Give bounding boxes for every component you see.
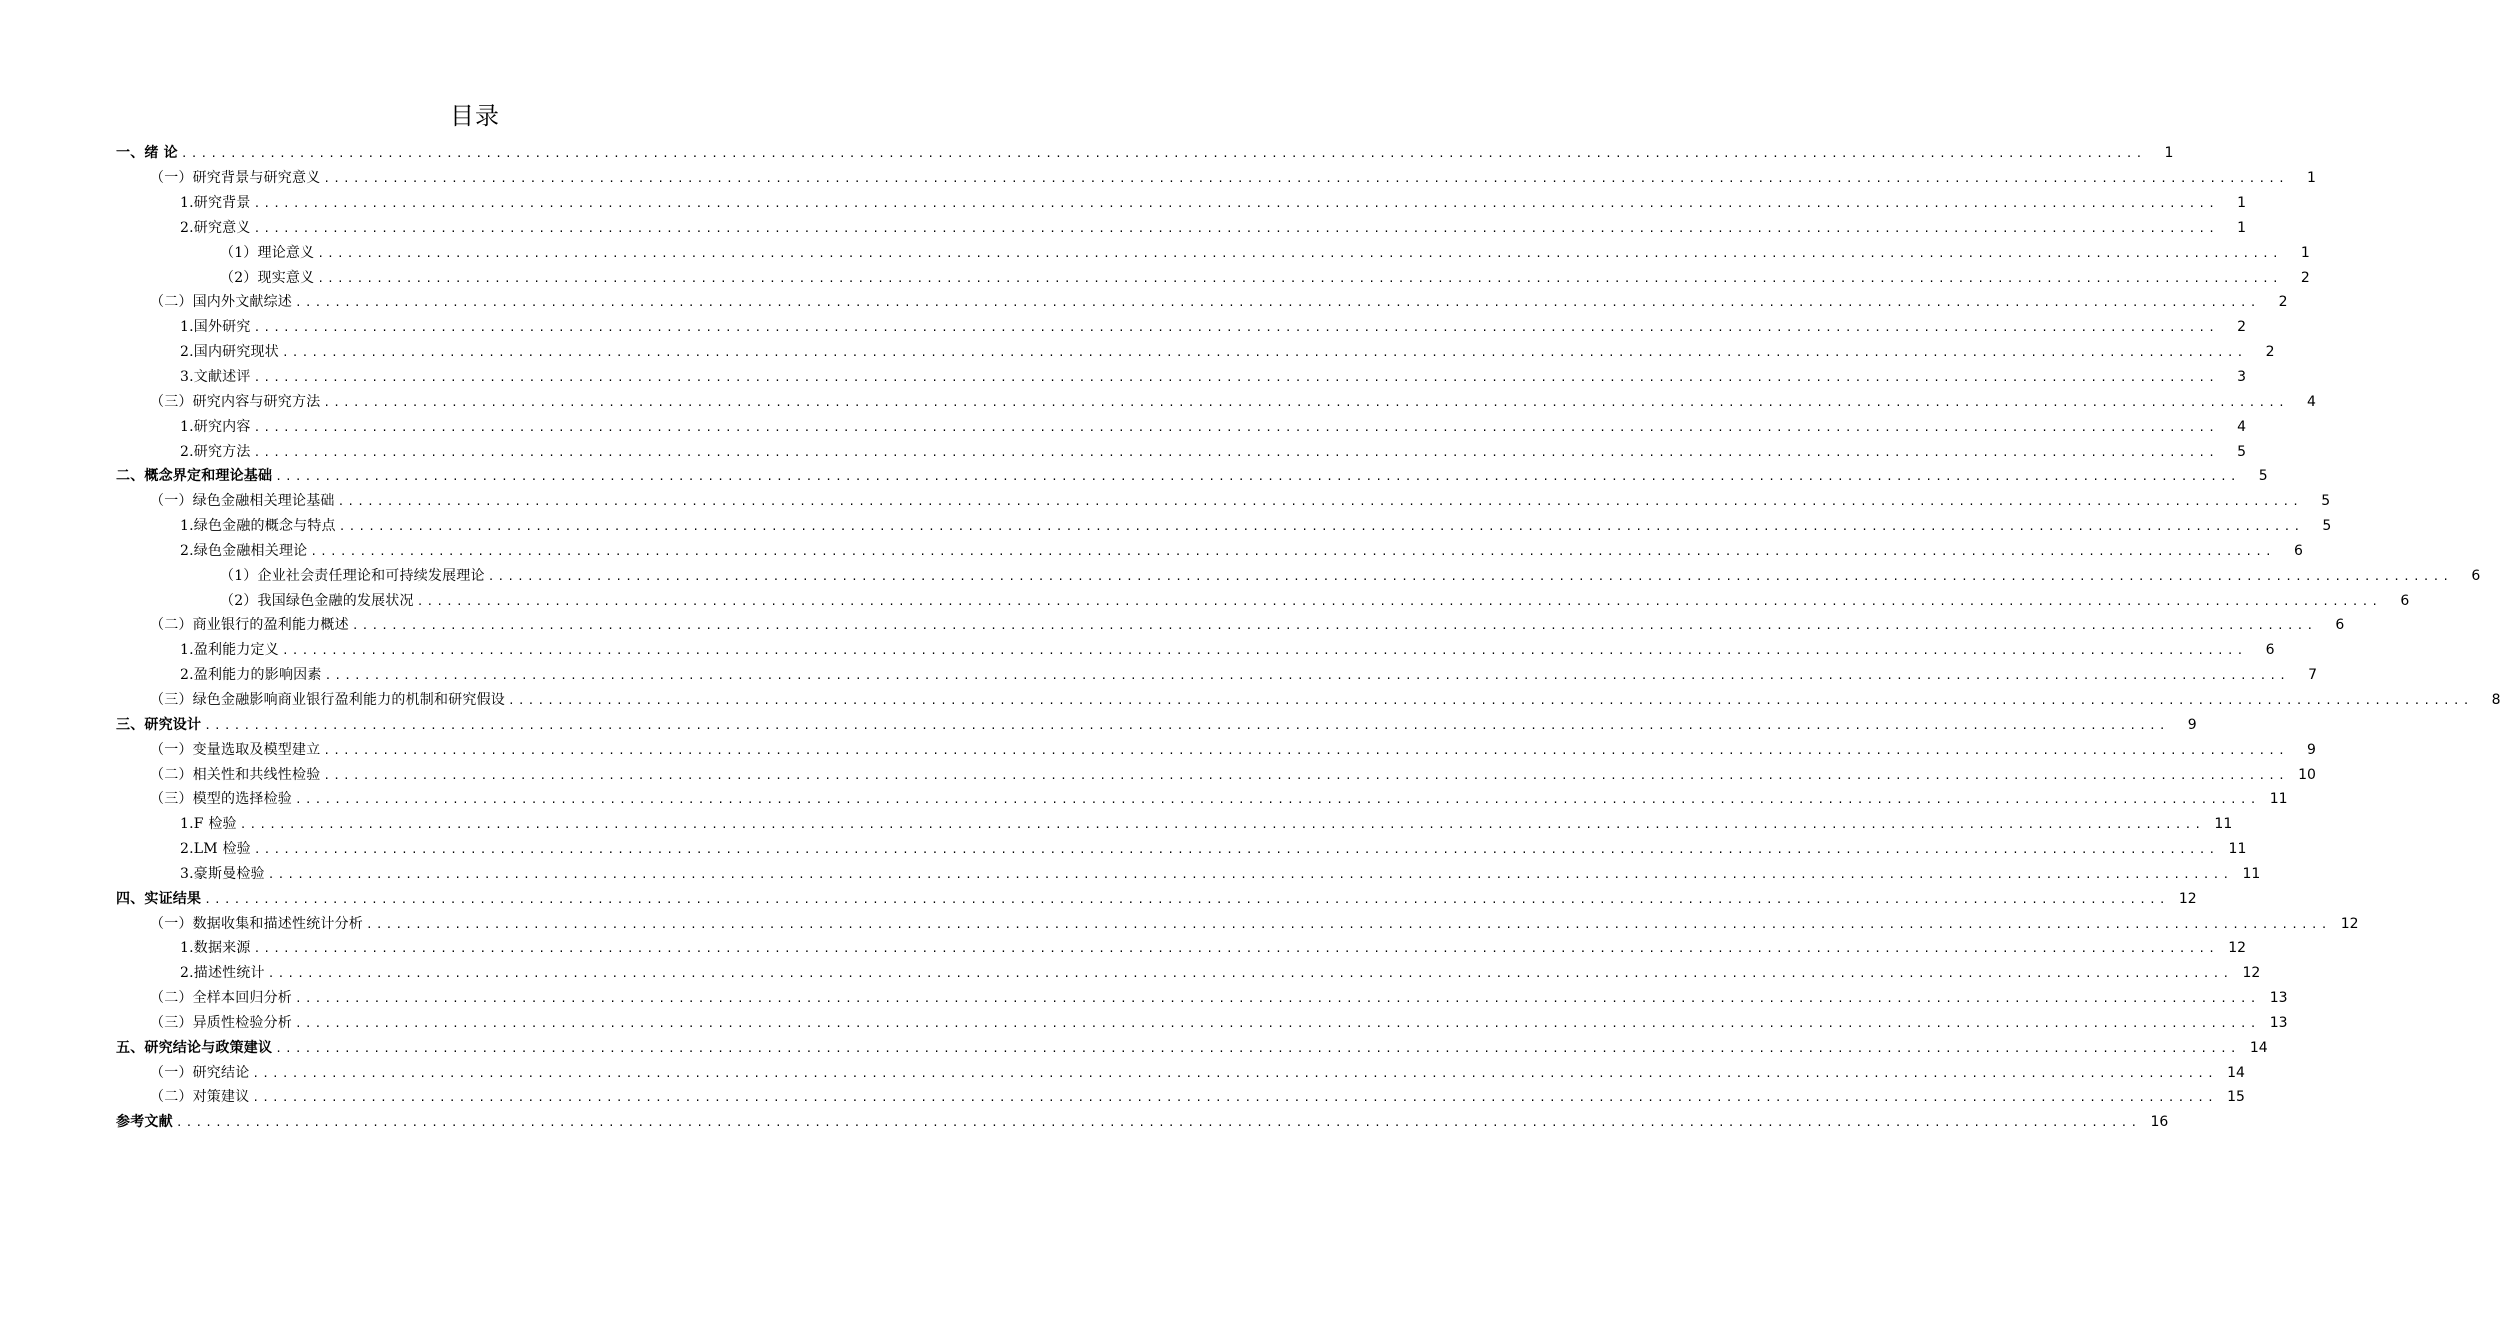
toc-leader-dots: ........................................................................................................................................................................................................	[275, 1041, 2240, 1055]
toc-leader-dots: ........................................................................................................................................................................................................	[253, 221, 2219, 235]
toc-entry-page-number: 4	[2237, 418, 2247, 435]
toc-entry-label: 一、绪 论	[116, 145, 178, 162]
toc-entry-label: （1）企业社会责任理论和可持续发展理论	[220, 567, 485, 584]
toc-entry-label: （2）现实意义	[220, 269, 315, 286]
toc-entry[interactable]	[0, 961, 2261, 986]
toc-entry[interactable]	[0, 712, 2197, 737]
toc-entry-label: 2.LM 检验	[180, 841, 251, 858]
toc-entry-page-number: 1	[2307, 170, 2316, 187]
toc-leader-dots: ........................................................................................................................................................................................................	[295, 793, 2260, 807]
toc-entry-page-number: 6	[2293, 542, 2303, 559]
toc-entry-label: （二）商业银行的盈利能力概述	[150, 617, 349, 634]
toc-leader-dots: ........................................................................................................................................................................................................	[317, 271, 2282, 285]
toc-entry[interactable]	[0, 489, 2331, 514]
toc-entry-label: （二）国内外文献综述	[150, 294, 292, 311]
toc-entry-label: 2.绿色金融相关理论	[180, 542, 308, 559]
toc-entry-label: 参考文献	[116, 1114, 173, 1131]
toc-leader-dots: ........................................................................................................................................................................................................	[180, 147, 2146, 161]
toc-entry[interactable]	[0, 563, 2481, 588]
toc-entry[interactable]	[0, 737, 2316, 762]
toc-entry-label: （三）研究内容与研究方法	[150, 393, 321, 410]
toc-entry-label: 四、实证结果	[116, 890, 202, 907]
toc-leader-dots: ........................................................................................................................................................................................................	[239, 818, 2205, 832]
toc-entry-page-number: 9	[2307, 741, 2316, 758]
toc-entry-page-number: 1	[2164, 145, 2174, 162]
toc-entry-page-number: 15	[2227, 1089, 2245, 1106]
toc-entry-page-number: 5	[2322, 518, 2332, 535]
toc-entry-page-number: 11	[2214, 816, 2233, 833]
toc-leader-dots: ........................................................................................................................................................................................................	[295, 296, 2260, 310]
toc-entry-page-number: 3	[2237, 369, 2247, 386]
toc-entry[interactable]	[0, 837, 2247, 862]
toc-entry[interactable]	[0, 588, 2410, 613]
toc-entry[interactable]	[0, 936, 2247, 961]
toc-entry-label: （一）研究结论	[150, 1064, 250, 1081]
toc-leader-dots: ........................................................................................................................................................................................................	[323, 768, 2288, 782]
toc-leader-dots: ........................................................................................................................................................................................................	[310, 544, 2275, 558]
toc-leader-dots: ........................................................................................................................................................................................................	[275, 470, 2240, 484]
toc-leader-dots: ........................................................................................................................................................................................................	[252, 1066, 2217, 1080]
toc-entry-page-number: 16	[2150, 1114, 2169, 1131]
toc-entry-label: （二）相关性和共线性检验	[150, 766, 321, 783]
toc-leader-dots: ........................................................................................................................................................................................................	[253, 371, 2219, 385]
toc-entry[interactable]	[0, 539, 2303, 564]
toc-entry-page-number: 2	[2265, 344, 2275, 361]
toc-entry-page-number: 2	[2300, 269, 2310, 286]
toc-entry-page-number: 11	[2228, 841, 2247, 858]
toc-entry[interactable]	[0, 414, 2247, 439]
toc-leader-dots: ........................................................................................................................................................................................................	[323, 395, 2288, 409]
toc-leader-dots: ........................................................................................................................................................................................................	[281, 644, 2247, 658]
toc-entry-page-number: 12	[2242, 965, 2261, 982]
toc-entry-label: （1）理论意义	[220, 244, 315, 261]
toc-entry[interactable]	[0, 464, 2268, 489]
toc-entry-label: 2.研究方法	[180, 443, 251, 460]
toc-entry-label: （一）绿色金融相关理论基础	[150, 493, 335, 510]
toc-leader-dots: ........................................................................................................................................................................................................	[338, 520, 2304, 534]
toc-entry[interactable]	[0, 861, 2261, 886]
toc-entry-label: 1.数据来源	[180, 940, 251, 957]
toc-entry[interactable]	[0, 1011, 2288, 1036]
toc-entry[interactable]	[0, 1085, 2245, 1110]
toc-entry-page-number: 12	[2178, 890, 2197, 907]
toc-entry-page-number: 2	[2237, 319, 2247, 336]
page-title: 目录	[450, 102, 500, 130]
toc-entry-page-number: 8	[2491, 691, 2501, 708]
toc-entry-page-number: 1	[2300, 244, 2310, 261]
toc-entry-page-number: 10	[2298, 766, 2316, 783]
toc-entry-page-number: 5	[2258, 468, 2268, 485]
toc-entry-page-number: 14	[2227, 1064, 2245, 1081]
toc-entry[interactable]	[0, 315, 2247, 340]
toc-entry-page-number: 11	[2242, 865, 2261, 882]
toc-entry-page-number: 5	[2321, 493, 2331, 510]
toc-entry[interactable]	[0, 1110, 2169, 1135]
toc-leader-dots: ........................................................................................................................................................................................................	[281, 346, 2247, 360]
toc-entry[interactable]	[0, 911, 2359, 936]
toc-entry-page-number: 12	[2228, 940, 2247, 957]
toc-entry[interactable]	[0, 1035, 2268, 1060]
toc-entry-label: 2.国内研究现状	[180, 344, 279, 361]
toc-leader-dots: ........................................................................................................................................................................................................	[351, 619, 2317, 633]
toc-leader-dots: ........................................................................................................................................................................................................	[267, 867, 2233, 881]
toc-entry-label: （三）模型的选择检验	[150, 791, 292, 808]
toc-entry[interactable]	[0, 787, 2288, 812]
toc-leader-dots: ........................................................................................................................................................................................................	[204, 892, 2169, 906]
toc-entry[interactable]	[0, 141, 2174, 166]
toc-entry-page-number: 1	[2237, 195, 2247, 212]
toc-entry[interactable]	[0, 812, 2233, 837]
toc-leader-dots: ........................................................................................................................................................................................................	[487, 569, 2453, 583]
toc-entry-page-number: 2	[2278, 294, 2288, 311]
toc-entry[interactable]	[0, 191, 2247, 216]
toc-leader-dots: ........................................................................................................................................................................................................	[253, 942, 2219, 956]
toc-entry-label: （2）我国绿色金融的发展状况	[220, 592, 414, 609]
toc-entry-label: （二）对策建议	[150, 1089, 250, 1106]
toc-entry-label: （一）研究背景与研究意义	[150, 170, 321, 187]
toc-entry[interactable]	[0, 389, 2316, 414]
toc-entry-label: （二）全样本回归分析	[150, 990, 292, 1007]
toc-entry-page-number: 6	[2265, 642, 2275, 659]
toc-entry[interactable]	[0, 439, 2247, 464]
toc-entry[interactable]	[0, 216, 2247, 241]
toc-entry-label: （三）绿色金融影响商业银行盈利能力的机制和研究假设	[150, 691, 505, 708]
toc-leader-dots: ........................................................................................................................................................................................................	[508, 693, 2473, 707]
toc-leader-dots: ........................................................................................................................................................................................................	[324, 669, 2290, 683]
toc-leader-dots: ........................................................................................................................................................................................................	[295, 1016, 2260, 1030]
toc-entry[interactable]	[0, 166, 2316, 191]
toc-entry-label: 2.盈利能力的影响因素	[180, 667, 322, 684]
toc-entry-page-number: 13	[2269, 990, 2288, 1007]
toc-leader-dots: ........................................................................................................................................................................................................	[366, 917, 2331, 931]
toc-entry-page-number: 6	[2471, 567, 2481, 584]
toc-entry[interactable]	[0, 365, 2247, 390]
toc-leader-dots: ........................................................................................................................................................................................................	[267, 967, 2233, 981]
toc-entry[interactable]	[0, 340, 2275, 365]
toc-entry-label: 1.绿色金融的概念与特点	[180, 518, 336, 535]
toc-entry-page-number: 9	[2187, 716, 2197, 733]
toc-entry-page-number: 6	[2335, 617, 2345, 634]
toc-entry-label: 3.文献述评	[180, 369, 251, 386]
toc-entry[interactable]	[0, 240, 2310, 265]
toc-entry-label: （三）异质性检验分析	[150, 1014, 292, 1031]
toc-entry[interactable]	[0, 762, 2316, 787]
toc-entry-label: 三、研究设计	[116, 716, 202, 733]
toc-leader-dots: ........................................................................................................................................................................................................	[253, 420, 2219, 434]
toc-entry-label: 二、概念界定和理论基础	[116, 468, 273, 485]
toc-entry-label: 1.国外研究	[180, 319, 251, 336]
toc-entry[interactable]	[0, 663, 2318, 688]
toc-entry[interactable]	[0, 265, 2310, 290]
toc-leader-dots: ........................................................................................................................................................................................................	[253, 197, 2219, 211]
toc-entry-page-number: 6	[2400, 592, 2410, 609]
toc-entry-page-number: 4	[2307, 393, 2316, 410]
toc-entry-label: 2.描述性统计	[180, 965, 265, 982]
toc-entry-label: 1.F 检验	[180, 816, 237, 833]
toc-entry-page-number: 13	[2269, 1014, 2288, 1031]
toc-entry-page-number: 1	[2237, 219, 2247, 236]
toc-leader-dots: ........................................................................................................................................................................................................	[295, 992, 2260, 1006]
toc-entry[interactable]	[0, 886, 2197, 911]
toc-leader-dots: ........................................................................................................................................................................................................	[416, 594, 2382, 608]
toc-leader-dots: ........................................................................................................................................................................................................	[337, 495, 2303, 509]
toc-leader-dots: ........................................................................................................................................................................................................	[253, 843, 2219, 857]
toc-entry-page-number: 5	[2237, 443, 2247, 460]
toc-entry-label: （一）变量选取及模型建立	[150, 741, 321, 758]
toc-entry-label: 2.研究意义	[180, 219, 251, 236]
toc-entry-label: （一）数据收集和描述性统计分析	[150, 915, 363, 932]
toc-entry-label: 1.盈利能力定义	[180, 642, 279, 659]
toc-entry-page-number: 7	[2308, 667, 2318, 684]
toc-leader-dots: ........................................................................................................................................................................................................	[253, 445, 2219, 459]
toc-leader-dots: ........................................................................................................................................................................................................	[175, 1116, 2141, 1130]
toc-leader-dots: ........................................................................................................................................................................................................	[323, 743, 2288, 757]
toc-leader-dots: ........................................................................................................................................................................................................	[317, 246, 2282, 260]
toc-entry[interactable]	[0, 986, 2288, 1011]
toc-entry[interactable]	[0, 688, 2501, 713]
toc-entry[interactable]	[0, 290, 2288, 315]
toc-entry-page-number: 11	[2269, 791, 2288, 808]
toc-entry[interactable]	[0, 613, 2345, 638]
toc-entry-label: 1.研究背景	[180, 195, 251, 212]
toc-leader-dots: ........................................................................................................................................................................................................	[323, 172, 2288, 186]
toc-leader-dots: ........................................................................................................................................................................................................	[252, 1091, 2217, 1105]
toc-entry-label: 五、研究结论与政策建议	[116, 1039, 273, 1056]
table-of-contents	[0, 141, 2501, 1135]
toc-leader-dots: ........................................................................................................................................................................................................	[204, 718, 2169, 732]
toc-entry-label: 1.研究内容	[180, 418, 251, 435]
toc-entry-page-number: 12	[2340, 915, 2359, 932]
toc-entry[interactable]	[0, 638, 2275, 663]
toc-entry-page-number: 14	[2249, 1039, 2268, 1056]
toc-entry[interactable]	[0, 514, 2332, 539]
toc-leader-dots: ........................................................................................................................................................................................................	[253, 321, 2219, 335]
toc-entry[interactable]	[0, 1060, 2245, 1085]
toc-entry-label: 3.豪斯曼检验	[180, 865, 265, 882]
